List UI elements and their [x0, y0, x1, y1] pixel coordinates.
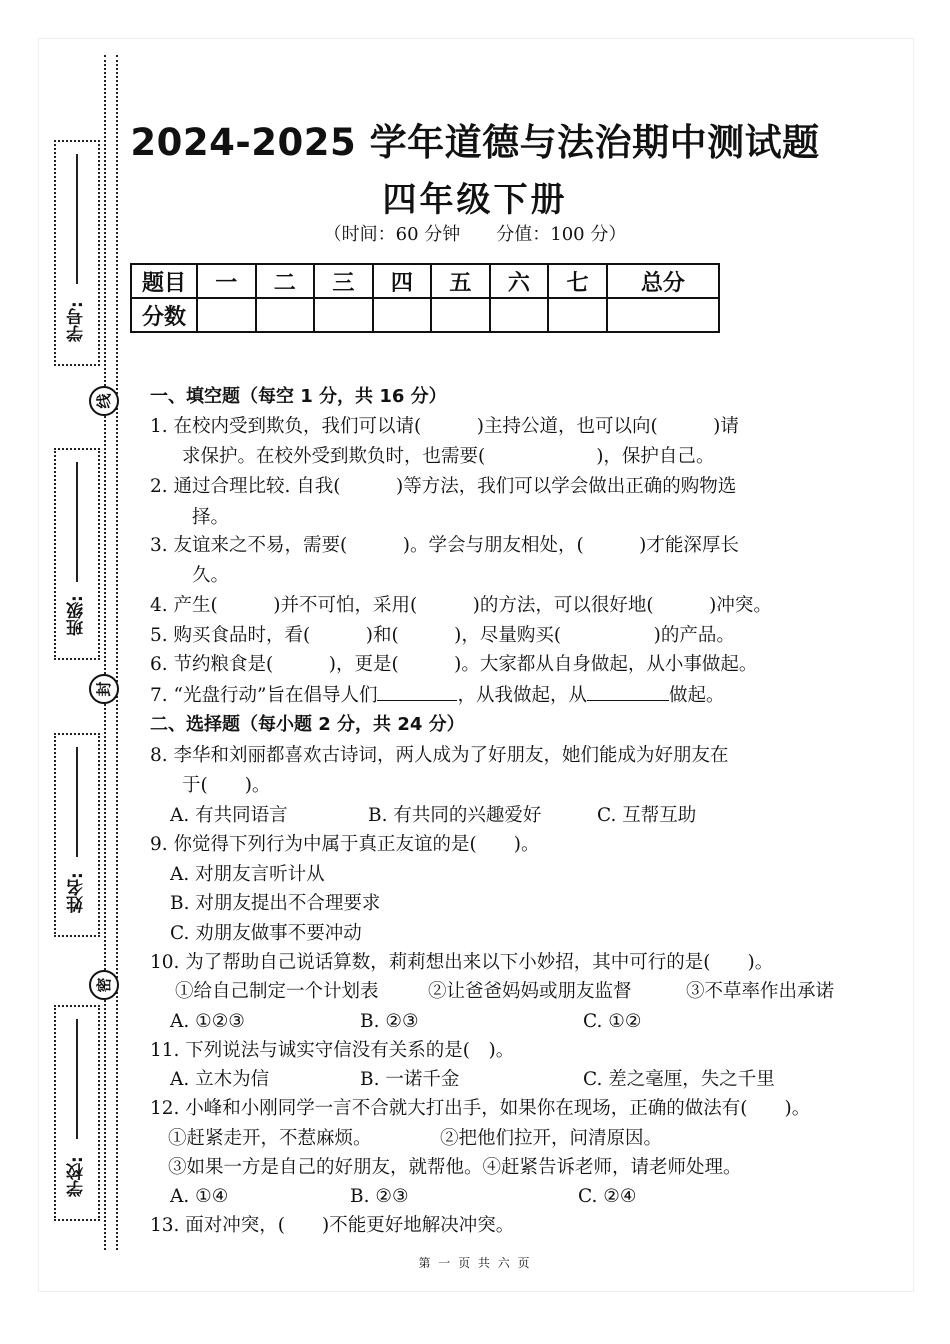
question-7 — [150, 682, 724, 709]
question-12-items-3-4: ③如果一方是自己的好朋友，就帮他。④赶紧告诉老师，请老师处理。 — [168, 1157, 742, 1178]
score-table — [130, 263, 720, 333]
section-fill-in-title: 一、填空题（每空 1 分，共 16 分） — [150, 386, 447, 407]
question-5: 5. 购买食品时，看( )和( )，尽量购买( )的产品。 — [150, 625, 735, 646]
question-10-option-c: C. ①② — [583, 1011, 642, 1032]
score-cell[interactable] — [490, 298, 549, 332]
score-row-label: 分数 — [131, 298, 197, 332]
question-6: 6. 节约粮食是( )，更是( )。大家都从自身做起，从小事做起。 — [150, 654, 758, 675]
score-header-cell: 题目 — [131, 264, 197, 298]
school-box — [54, 1005, 100, 1221]
student-id-box — [54, 140, 100, 366]
question-7-prefix: 7. “光盘行动”旨在倡导人们 — [150, 685, 378, 706]
question-11-option-c: C. 差之毫厘，失之千里 — [583, 1069, 775, 1090]
section-choice-title: 二、选择题（每小题 2 分，共 24 分） — [150, 714, 465, 735]
question-12: 12. 小峰和小刚同学一言不合就大打出手，如果你在现场，正确的做法有( )。 — [150, 1098, 811, 1119]
score-header-cell: 三 — [314, 264, 373, 298]
question-10: 10. 为了帮助自己说话算数，莉莉想出来以下小妙招，其中可行的是( )。 — [150, 952, 774, 973]
score-cell[interactable] — [256, 298, 315, 332]
question-4: 4. 产生( )并不可怕，采用( )的方法，可以很好地( )冲突。 — [150, 595, 772, 616]
score-table-header-row — [131, 264, 719, 298]
seal-seal-mark: 封 — [89, 674, 119, 704]
exam-title: 2024-2025 学年道德与法治期中测试题 — [130, 121, 820, 164]
question-10-item-2: ②让爸爸妈妈或朋友监督 — [428, 981, 632, 1002]
question-7-middle: ，从我做起，从 — [457, 685, 587, 706]
name-label: 姓名: — [67, 872, 87, 914]
question-2-line-1: 2. 通过合理比较. 自我( )等方法，我们可以学会做出正确的购物选 — [150, 476, 737, 497]
question-12-option-a: A. ①④ — [170, 1186, 229, 1207]
question-10-option-a: A. ①②③ — [170, 1011, 245, 1032]
answer-blank[interactable] — [377, 682, 457, 701]
question-10-item-3: ③不草率作出承诺 — [686, 981, 835, 1002]
exam-meta: （时间：60 分钟 分值：100 分） — [323, 224, 627, 245]
student-id-line — [76, 154, 78, 284]
question-8-option-a: A. 有共同语言 — [170, 805, 288, 826]
seal-line-mark: 线 — [89, 386, 119, 416]
score-cell[interactable] — [197, 298, 256, 332]
score-cell[interactable] — [373, 298, 432, 332]
question-8-line-1: 8. 李华和刘丽都喜欢古诗词，两人成为了好朋友，她们能成为好朋友在 — [150, 745, 729, 766]
school-label: 学校: — [67, 1156, 87, 1198]
score-header-cell: 七 — [548, 264, 607, 298]
question-11-option-a: A. 立木为信 — [170, 1069, 270, 1090]
score-cell[interactable] — [548, 298, 607, 332]
question-10-item-1: ①给自己制定一个计划表 — [175, 981, 379, 1002]
student-id-label: 学号: — [67, 301, 87, 343]
question-12-item-1: ①赶紧走开，不惹麻烦。 — [168, 1128, 372, 1149]
binding-dotted-line — [104, 55, 118, 1250]
question-3-line-2: 久。 — [192, 565, 230, 586]
score-header-cell: 六 — [490, 264, 549, 298]
class-label: 班级: — [67, 595, 87, 637]
question-12-option-b: B. ②③ — [350, 1186, 409, 1207]
answer-blank[interactable] — [587, 682, 669, 701]
question-12-item-2: ②把他们拉开，问清原因。 — [440, 1128, 663, 1149]
seal-secret-mark: 密 — [89, 970, 119, 1000]
question-10-option-b: B. ②③ — [360, 1011, 419, 1032]
name-box — [54, 733, 100, 937]
class-line — [76, 462, 78, 582]
score-header-cell: 二 — [256, 264, 315, 298]
question-13: 13. 面对冲突，( )不能更好地解决冲突。 — [150, 1215, 515, 1236]
score-cell[interactable] — [431, 298, 490, 332]
question-7-suffix: 做起。 — [668, 685, 725, 706]
question-12-option-c: C. ②④ — [578, 1186, 637, 1207]
score-header-cell: 一 — [197, 264, 256, 298]
question-9-option-c: C. 劝朋友做事不要冲动 — [170, 923, 362, 944]
score-cell[interactable] — [314, 298, 373, 332]
name-line — [76, 747, 78, 857]
question-8-option-b: B. 有共同的兴趣爱好 — [368, 805, 542, 826]
question-1-line-1: 1. 在校内受到欺负，我们可以请( )主持公道，也可以向( )请 — [150, 416, 739, 437]
score-cell[interactable] — [607, 298, 719, 332]
question-2-line-2: 择。 — [192, 507, 230, 528]
question-8-option-c: C. 互帮互助 — [597, 805, 697, 826]
question-11: 11. 下列说法与诚实守信没有关系的是( )。 — [150, 1040, 515, 1061]
school-line — [76, 1019, 78, 1139]
question-9-option-a: A. 对朋友言听计从 — [170, 864, 325, 885]
question-3-line-1: 3. 友谊来之不易，需要( )。学会与朋友相处，( )才能深厚长 — [150, 535, 739, 556]
question-8-line-2: 于( )。 — [182, 775, 271, 796]
exam-subtitle: 四年级下册 — [382, 180, 568, 220]
question-11-option-b: B. 一诺千金 — [360, 1069, 460, 1090]
question-9: 9. 你觉得下列行为中属于真正友谊的是( )。 — [150, 834, 540, 855]
question-1-line-2: 求保护。在校外受到欺负时，也需要( )，保护自己。 — [182, 446, 715, 467]
score-table-score-row — [131, 298, 719, 332]
question-9-option-b: B. 对朋友提出不合理要求 — [170, 893, 381, 914]
class-box — [54, 448, 100, 660]
score-header-cell: 五 — [431, 264, 490, 298]
page-footer: 第 一 页 共 六 页 — [418, 1256, 532, 1270]
score-header-cell: 总分 — [607, 264, 719, 298]
score-header-cell: 四 — [373, 264, 432, 298]
